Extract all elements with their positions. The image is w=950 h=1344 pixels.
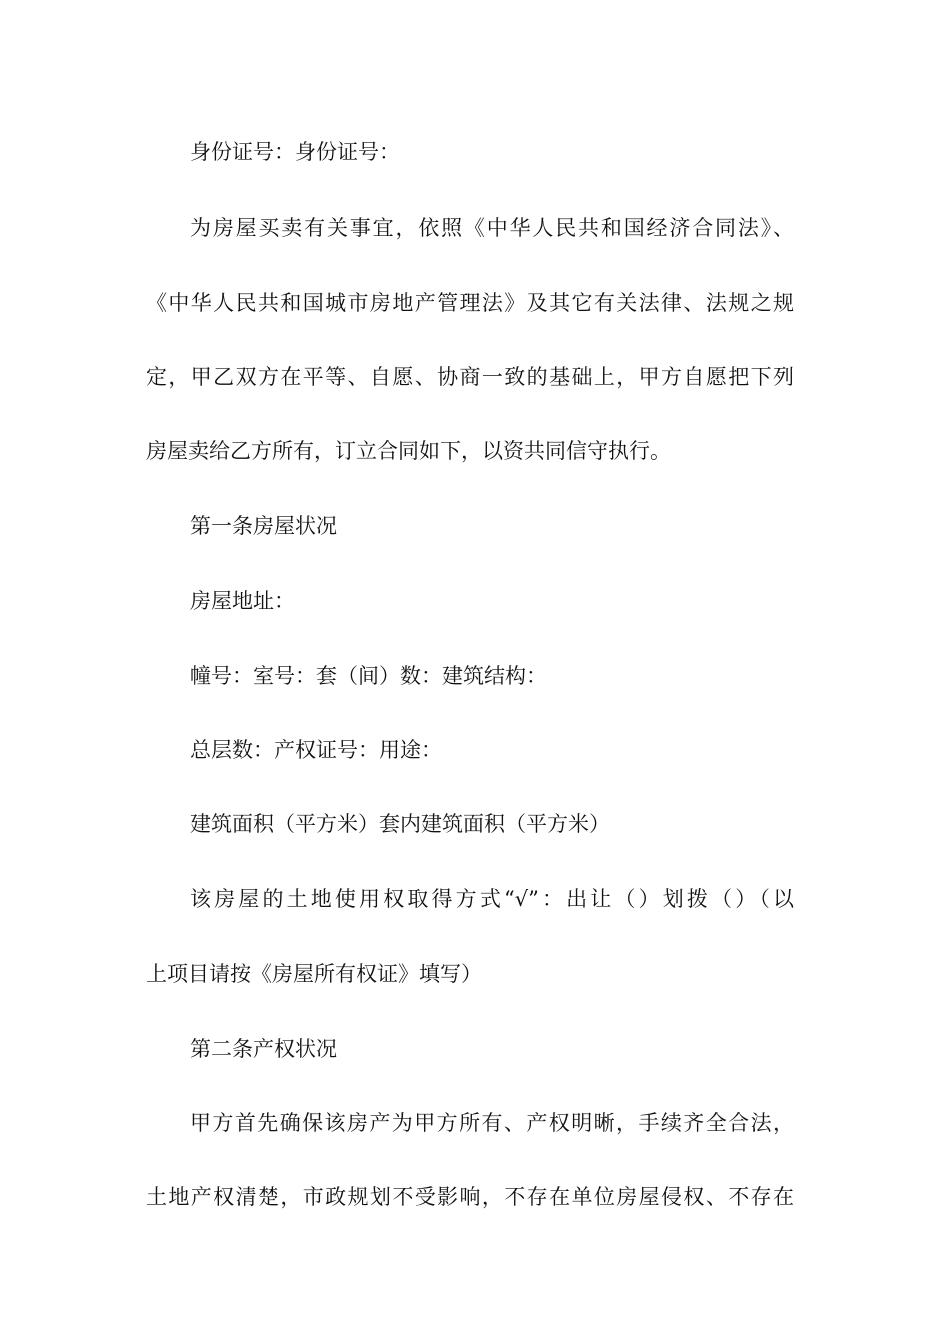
building-details-line: 幢号：室号：套（间）数：建筑结构：: [190, 664, 547, 688]
area-line: 建筑面积（平方米）套内建筑面积（平方米）: [190, 812, 610, 836]
ownership-line-1: 甲方首先确保该房产为甲方所有、产权明晰，手续齐全合法，: [190, 1111, 794, 1135]
paragraph-intro-line-1: 为房屋买卖有关事宜，依照《中华人民共和国经济合同法》、: [190, 216, 794, 240]
paragraph-intro-line-3: 定，甲乙双方在平等、自愿、协商一致的基础上，甲方自愿把下列: [146, 365, 794, 389]
article-2-heading: 第二条产权状况: [190, 1037, 337, 1061]
house-address-line: 房屋地址：: [190, 589, 295, 613]
paragraph-intro-line-2: 《中华人民共和国城市房地产管理法》及其它有关法律、法规之规: [146, 291, 794, 315]
article-1-heading: 第一条房屋状况: [190, 514, 337, 538]
id-number-line: 身份证号：身份证号：: [190, 140, 400, 164]
ownership-line-2: 土地产权清楚，市政规划不受影响，不存在单位房屋侵权、不存在: [146, 1185, 794, 1209]
land-use-line-1: 该房屋的土地使用权取得方式“√”：出让（）划拨（）（以: [190, 887, 794, 911]
paragraph-intro-line-4: 房屋卖给乙方所有，订立合同如下，以资共同信守执行。: [146, 439, 671, 463]
floors-certificate-line: 总层数：产权证号：用途：: [190, 738, 442, 762]
land-use-line-2: 上项目请按《房屋所有权证》填写）: [146, 962, 482, 986]
